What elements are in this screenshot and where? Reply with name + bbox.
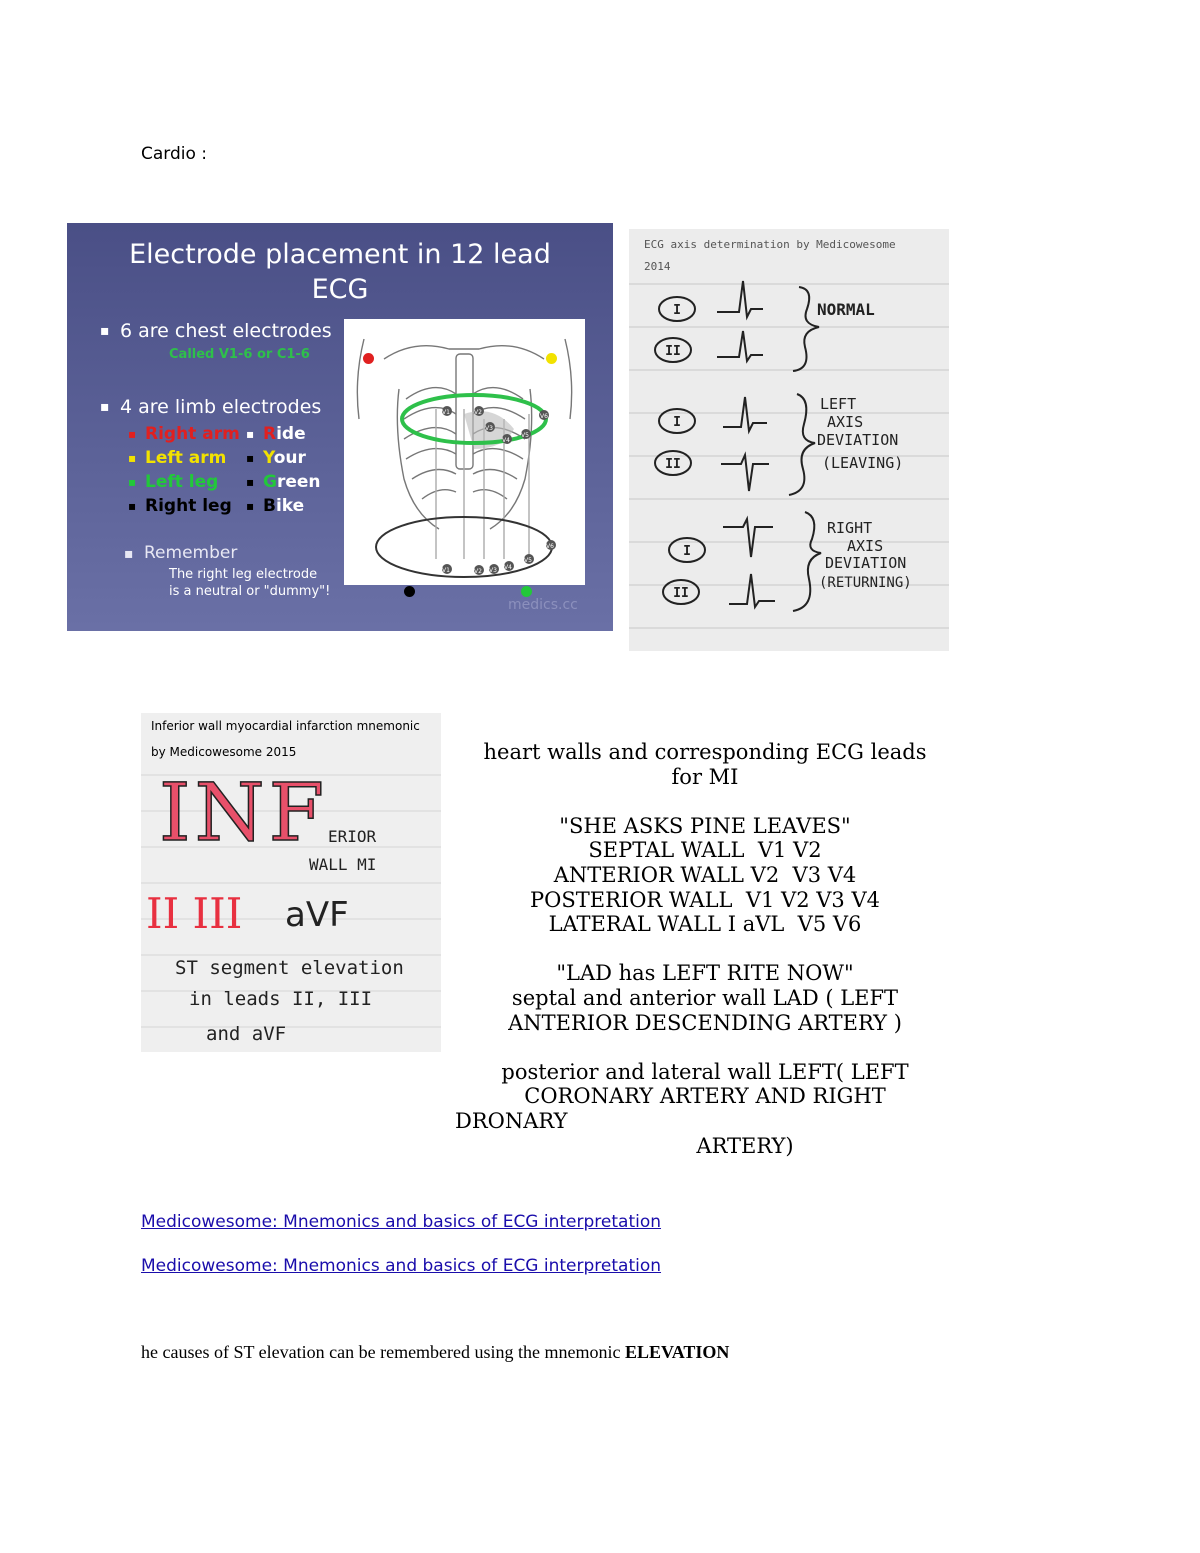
heart-walls-line: "LAD has LEFT RITE NOW" xyxy=(556,961,854,986)
lad-label: (LEAVING) xyxy=(822,454,904,472)
inf-st-line2: in leads II, III xyxy=(189,988,373,1010)
heart-walls-line: POSTERIOR WALL V1 V2 V3 V4 xyxy=(530,887,880,912)
slide-title-line2: ECG xyxy=(311,274,369,305)
limb-label: ▪ Right arm xyxy=(145,424,240,444)
slide-title-line1: Electrode placement in 12 lead xyxy=(129,239,551,270)
inf-st-line1: ST segment elevation xyxy=(175,957,404,979)
lead-label: II xyxy=(665,344,681,359)
axis-title-line2: 2014 xyxy=(644,260,671,273)
heart-walls-line: LATERAL WALL I aVL V5 V6 xyxy=(548,912,862,937)
chest-electrode-label: V3 xyxy=(485,425,493,432)
inf-leads: II III xyxy=(146,889,243,938)
note-line2: is a neutral or "dummy"! xyxy=(169,584,331,599)
medicowesome-link-2[interactable]: Medicowesome: Mnemonics and basics of ECG interpretation xyxy=(141,1256,662,1276)
st-elevation-mnemonic: ELEVATION xyxy=(625,1342,730,1362)
inf-title-line2: by Medicowesome 2015 xyxy=(151,745,297,759)
heart-walls-line: ARTERY) xyxy=(696,1133,794,1158)
limb-word: ▪ Your xyxy=(263,448,306,468)
watermark: medics.cc xyxy=(508,597,578,613)
left-arm-electrode-dot xyxy=(546,353,557,364)
chest-electrode-label: V4 xyxy=(504,564,512,571)
limb-word: ▪ Green xyxy=(263,472,321,492)
heart-walls-line: septal and anterior wall LAD ( LEFT xyxy=(511,985,899,1010)
chest-electrode-label: V3 xyxy=(489,567,497,574)
heart-walls-line: "SHE ASKS PINE LEAVES" xyxy=(559,813,851,838)
inf-big-letters: INF xyxy=(159,766,329,859)
chest-electrode-label: V5 xyxy=(521,432,529,439)
lead-label: I xyxy=(673,415,681,430)
lead-label: I xyxy=(683,544,691,559)
inf-wall-mi: WALL MI xyxy=(309,855,377,874)
lad-label: AXIS xyxy=(827,413,864,431)
rad-label: (RETURNING) xyxy=(819,575,912,591)
inferior-wall-mi-image xyxy=(141,713,441,1052)
rad-label: AXIS xyxy=(847,537,884,555)
inf-title-line1: Inferior wall myocardial infarction mnemonic xyxy=(151,719,420,733)
heart-walls-line: DRONARY xyxy=(455,1108,568,1133)
chest-electrode-label: V4 xyxy=(502,437,510,444)
limb-label: ▪ Left leg xyxy=(145,472,218,492)
chest-electrode-label: V1 xyxy=(442,409,450,416)
chest-electrode-label: V2 xyxy=(474,409,482,416)
inf-erior: ERIOR xyxy=(328,827,377,846)
heart-walls-line: SEPTAL WALL V1 V2 xyxy=(588,838,822,863)
rad-label: DEVIATION xyxy=(825,554,907,572)
limb-label: ▪ Right leg xyxy=(145,496,232,516)
heart-walls-line: ANTERIOR DESCENDING ARTERY ) xyxy=(508,1010,902,1035)
lead-label: II xyxy=(673,586,689,601)
lad-label: LEFT xyxy=(820,395,857,413)
heart-walls-line xyxy=(445,1035,965,1060)
inf-avf: aVF xyxy=(285,895,349,935)
lead-label: I xyxy=(673,303,681,318)
inf-st-line3: and aVF xyxy=(206,1023,287,1045)
limb-word: ▪ Bike xyxy=(263,496,304,516)
limb-label: ▪ Left arm xyxy=(145,448,226,468)
right-arm-electrode-dot xyxy=(363,353,374,364)
chest-electrode-label: V5 xyxy=(524,557,532,564)
heart-walls-line: for MI xyxy=(671,764,739,789)
st-elevation-sentence xyxy=(141,1342,729,1363)
sub-chest-names: Called V1-6 or C1-6 xyxy=(169,347,310,362)
chest-electrode-label: V2 xyxy=(474,568,482,575)
heart-walls-line xyxy=(445,789,965,814)
rad-label: RIGHT xyxy=(827,519,873,537)
heart-walls-line xyxy=(445,937,965,962)
electrode-placement-image xyxy=(67,223,613,631)
chest-electrode-label: V6 xyxy=(540,413,548,420)
heart-walls-line: ANTERIOR WALL V2 V3 V4 xyxy=(553,862,857,887)
bullet-limb: ▪ 4 are limb electrodes xyxy=(120,396,321,418)
chest-electrode-label: V1 xyxy=(442,567,450,574)
heart-walls-line: posterior and lateral wall LEFT( LEFT xyxy=(501,1059,909,1084)
axis-title-line1: ECG axis determination by Medicowesome xyxy=(644,238,896,251)
bullet-chest: ▪ 6 are chest electrodes xyxy=(120,320,332,342)
ecg-axis-image xyxy=(629,229,949,651)
heart-walls-text xyxy=(445,740,965,1158)
normal-label: NORMAL xyxy=(817,300,875,319)
note-line1: The right leg electrode xyxy=(169,567,318,582)
lead-label: II xyxy=(665,457,681,472)
chest-electrode-label: V6 xyxy=(546,543,554,550)
lad-label: DEVIATION xyxy=(817,431,899,449)
right-leg-electrode-dot xyxy=(404,586,415,597)
limb-word: ▪ Ride xyxy=(263,424,306,444)
medicowesome-link-1[interactable]: Medicowesome: Mnemonics and basics of ECG interpretation xyxy=(141,1212,662,1232)
left-leg-electrode-dot xyxy=(521,586,532,597)
page-heading: Cardio : xyxy=(141,144,208,164)
heart-walls-line: heart walls and corresponding ECG leads xyxy=(483,740,927,764)
heart-walls-line: CORONARY ARTERY AND RIGHT xyxy=(524,1084,886,1109)
st-elevation-text: he causes of ST elevation can be remembered using the mnemonic xyxy=(141,1342,626,1362)
remember-bullet: ▪ Remember xyxy=(144,543,237,563)
